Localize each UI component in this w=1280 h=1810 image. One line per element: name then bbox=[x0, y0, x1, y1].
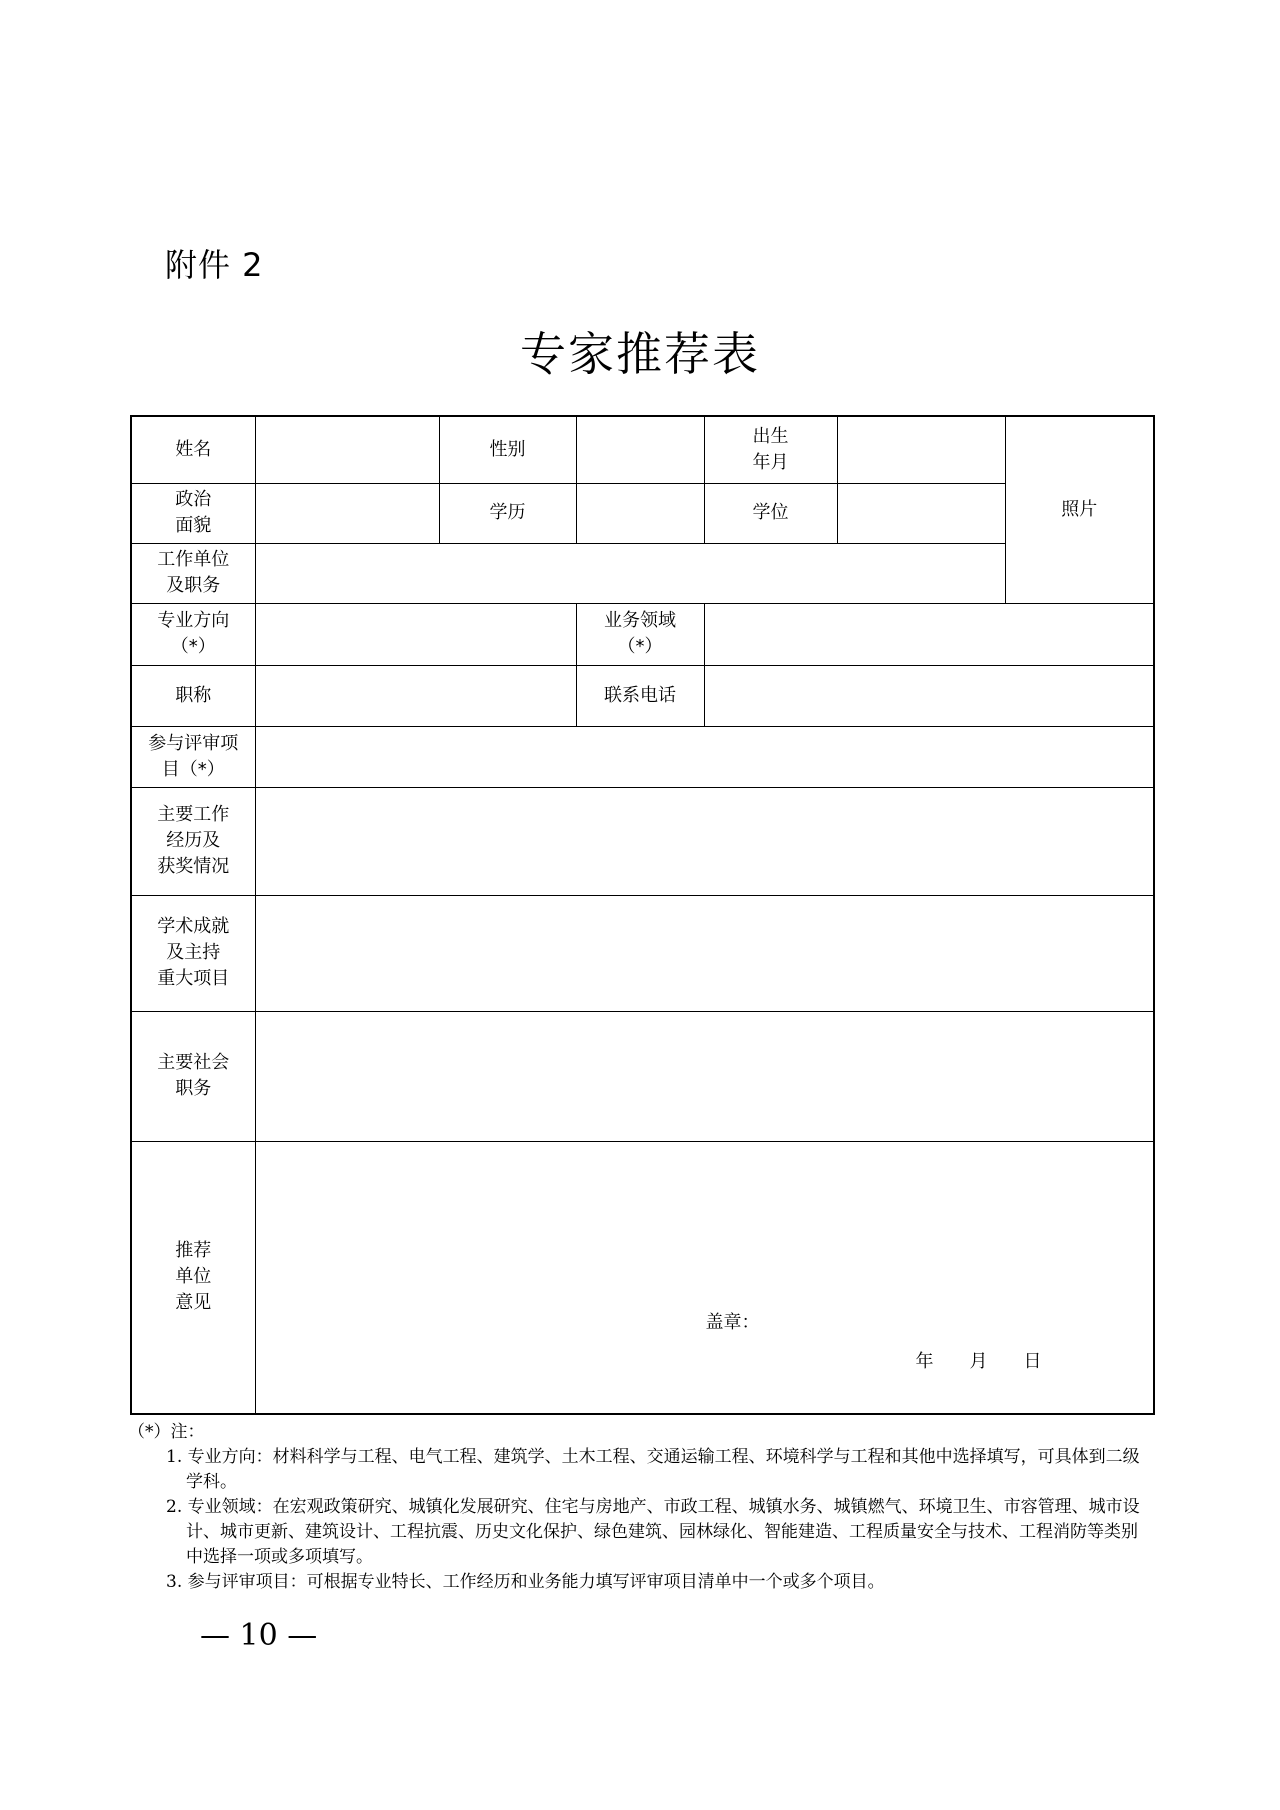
degree-label: 学位 bbox=[704, 483, 837, 543]
achievements-label: 学术成就 及主持 重大项目 bbox=[131, 895, 255, 1011]
business-field-field[interactable] bbox=[704, 603, 1154, 665]
expert-recommendation-form bbox=[130, 415, 1155, 1415]
photo-box[interactable]: 照片 bbox=[1005, 416, 1154, 603]
recommend-field[interactable] bbox=[255, 1141, 1154, 1414]
specialty-label: 专业方向 （*） bbox=[131, 603, 255, 665]
birth-label: 出生 年月 bbox=[704, 416, 837, 483]
seal-label: 盖章： bbox=[705, 1311, 760, 1333]
business-field-label: 业务领域 （*） bbox=[576, 603, 704, 665]
gender-field[interactable] bbox=[576, 416, 704, 483]
date-day: 日 bbox=[1023, 1350, 1042, 1372]
social-label: 主要社会 职务 bbox=[131, 1011, 255, 1141]
page-number: — 10 — bbox=[200, 1618, 318, 1653]
specialty-field[interactable] bbox=[255, 603, 576, 665]
date-year: 年 bbox=[915, 1350, 934, 1372]
phone-label: 联系电话 bbox=[576, 665, 704, 726]
title-label: 职称 bbox=[131, 665, 255, 726]
notes bbox=[128, 1420, 1148, 1595]
experience-label: 主要工作 经历及 获奖情况 bbox=[131, 787, 255, 895]
recommend-label: 推荐 单位 意见 bbox=[131, 1141, 255, 1414]
gender-label: 性别 bbox=[439, 416, 576, 483]
political-field[interactable] bbox=[255, 483, 439, 543]
employer-field[interactable] bbox=[255, 543, 1005, 603]
education-label: 学历 bbox=[439, 483, 576, 543]
name-label: 姓名 bbox=[131, 416, 255, 483]
date-month: 月 bbox=[969, 1350, 988, 1372]
notes-head: （*）注： bbox=[128, 1422, 205, 1442]
degree-field[interactable] bbox=[837, 483, 1005, 543]
review-projects-field[interactable] bbox=[255, 726, 1154, 787]
achievements-field[interactable] bbox=[255, 895, 1154, 1011]
experience-field[interactable] bbox=[255, 787, 1154, 895]
note-item: 3. 参与评审项目：可根据专业特长、工作经历和业务能力填写评审项目清单中一个或多个项目。 bbox=[166, 1572, 885, 1592]
note-item: 1. 专业方向：材料科学与工程、电气工程、建筑学、土木工程、交通运输工程、环境科学与工程和其他中选择填写，可具体到二级学科。 bbox=[166, 1447, 1140, 1492]
social-field[interactable] bbox=[255, 1011, 1154, 1141]
note-item: 2. 专业领域：在宏观政策研究、城镇化发展研究、住宅与房地产、市政工程、城镇水务、城镇燃气、环境卫生、市容管理、城市设计、城市更新、建筑设计、工程抗震、历史文化保护、绿色建筑、园林绿化、智能建造、工程质量安全与技术、工程消防等类别中选择一项或多项填写。 bbox=[166, 1497, 1140, 1567]
date-line bbox=[916, 1349, 1078, 1375]
attachment-label: 附件 2 bbox=[165, 246, 264, 284]
political-label: 政治 面貌 bbox=[131, 483, 255, 543]
phone-field[interactable] bbox=[704, 665, 1154, 726]
title-field[interactable] bbox=[255, 665, 576, 726]
form-title: 专家推荐表 bbox=[520, 327, 760, 381]
education-field[interactable] bbox=[576, 483, 704, 543]
birth-field[interactable] bbox=[837, 416, 1005, 483]
employer-label: 工作单位 及职务 bbox=[131, 543, 255, 603]
review-projects-label: 参与评审项 目（*） bbox=[131, 726, 255, 787]
name-field[interactable] bbox=[255, 416, 439, 483]
